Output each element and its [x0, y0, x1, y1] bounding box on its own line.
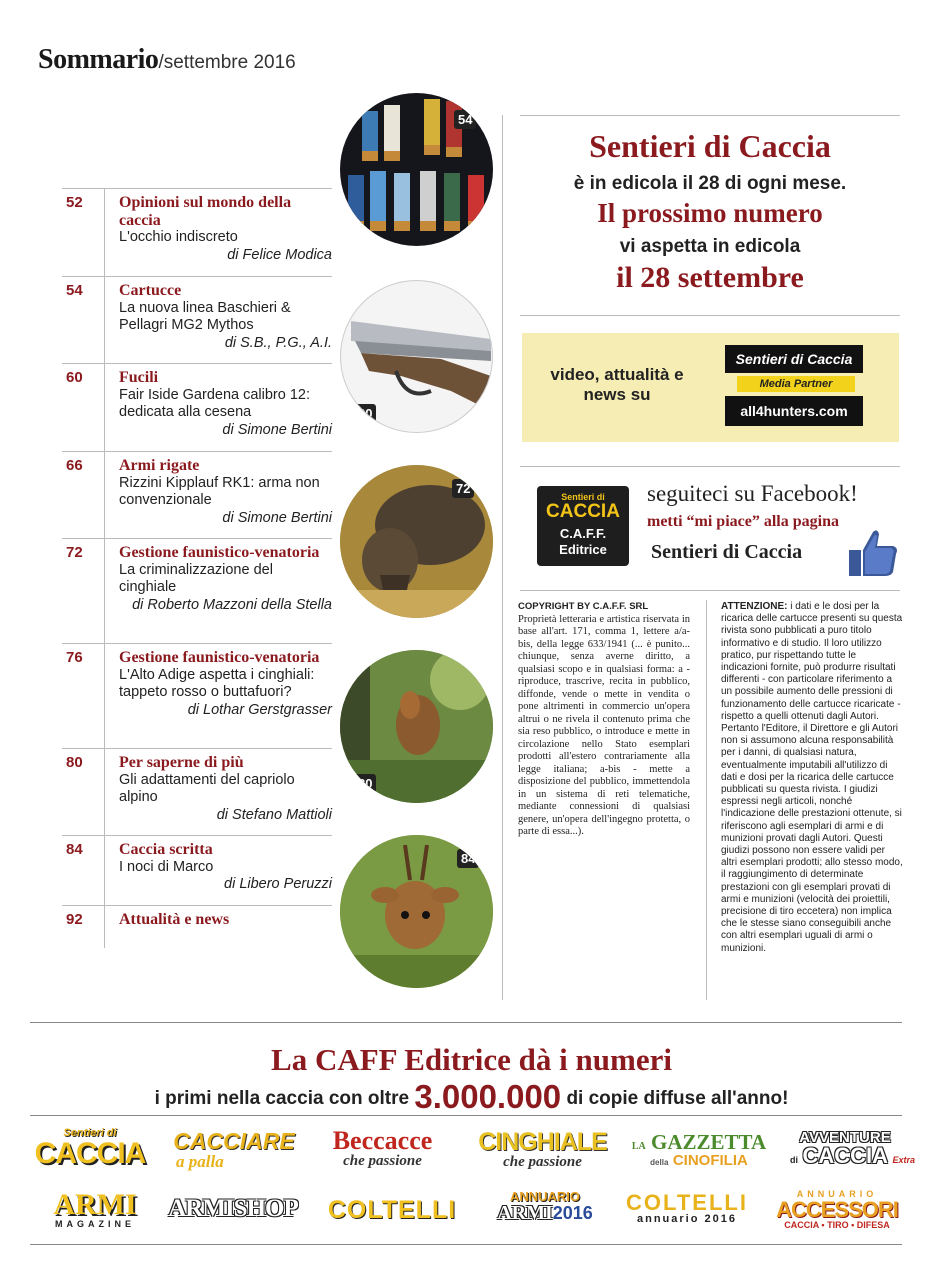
page-subtitle: settembre 2016 — [163, 52, 296, 73]
photo-page-badge: 54 — [454, 110, 476, 129]
toc-description: L'occhio indiscreto — [119, 229, 238, 245]
facebook-like-text: metti “mi piace” alla pagina — [647, 513, 839, 530]
logo-armishop[interactable] — [166, 1196, 300, 1221]
logo-text: Extra — [892, 1155, 915, 1165]
logo-gazzetta-cinofilia[interactable] — [626, 1132, 772, 1169]
logo-text: COLTELLI — [327, 1196, 457, 1224]
logo-avventure-di-caccia[interactable] — [790, 1129, 915, 1168]
caff-logo-caff: C.A.F.F. — [559, 526, 607, 541]
toc-author: di Felice Modica — [227, 246, 332, 263]
toc-title: Opinioni sul mondo della caccia — [119, 194, 292, 229]
photo-deer-grass — [340, 835, 493, 988]
logo-text: di — [790, 1155, 798, 1165]
page-header — [38, 44, 296, 76]
toc-author: di Roberto Mazzoni della Stella — [132, 596, 332, 613]
logo-text: che passione — [343, 1153, 422, 1169]
photo-page-badge: 72 — [452, 479, 474, 498]
column-divider — [502, 115, 503, 1000]
edicola-line2: è in edicola il 28 di ogni mese. — [573, 173, 847, 194]
bottom-divider — [30, 1115, 902, 1116]
logo-cacciare-a-palla[interactable] — [168, 1130, 300, 1170]
logo-text: ACCESSORI — [776, 1197, 898, 1222]
photo-cartridges — [340, 93, 493, 246]
logo-text: AVVENTURE — [799, 1129, 891, 1146]
logo-beccacce[interactable] — [315, 1128, 450, 1169]
toc-page-number: 60 — [66, 369, 83, 386]
logo-sentieri-di-caccia[interactable] — [30, 1128, 150, 1169]
caff-logo-main: CACCIA — [546, 501, 620, 522]
photo-page-badge: 84 — [457, 849, 479, 868]
logo-text: 2016 — [552, 1203, 593, 1223]
logo-text: CINOFILIA — [672, 1152, 748, 1169]
logo-text: ARMISHOP — [168, 1195, 298, 1222]
logo-coltelli[interactable] — [322, 1198, 462, 1223]
photo-shotgun — [340, 280, 493, 433]
logo-annuario-armi[interactable] — [490, 1190, 600, 1223]
bottom-subtitle — [0, 1078, 943, 1116]
toc-entry[interactable] — [62, 276, 332, 363]
logo-text: CACCIA — [784, 1220, 819, 1230]
media-partner-badge: Media Partner — [737, 376, 855, 392]
attention-notice — [721, 601, 903, 955]
photo-page-badge: 80 — [354, 774, 376, 793]
copyright-notice — [518, 601, 690, 839]
toc-description: La nuova linea Baschieri & Pellagri MG2 Mythos — [119, 299, 291, 333]
copyright-heading: COPYRIGHT BY C.A.F.F. SRL — [518, 601, 649, 612]
photo-page-badge: 60 — [354, 404, 376, 423]
edicola-line5: il 28 settembre — [616, 261, 804, 294]
logo-text: CACCIA — [34, 1137, 146, 1170]
bottom-divider — [30, 1244, 902, 1245]
photo-roe-deer — [340, 650, 493, 803]
toc-entry[interactable] — [62, 643, 332, 748]
toc-title: Caccia scritta — [119, 841, 213, 858]
logo-text: COLTELLI — [626, 1190, 748, 1215]
toc-author: di Lothar Gerstgrasser — [187, 701, 332, 718]
toc-page-number: 66 — [66, 457, 83, 474]
facebook-thumbs-up-icon[interactable] — [847, 528, 899, 578]
facebook-page-name[interactable]: Sentieri di Caccia — [651, 541, 803, 563]
bottom-pre: i primi nella caccia con oltre — [154, 1088, 410, 1109]
toc-author: di Simone Bertini — [222, 509, 332, 526]
divider — [520, 466, 900, 467]
edicola-line3: Il prossimo numero — [597, 198, 823, 228]
attention-body: i dati e le dosi per la ricarica delle cartucce presenti su questa rivista sono pubblicati a puro titolo informativo e di studio. Il loro utilizzo pratico, pur rispettando tutte le indicazioni fornite, può produrre risultati differenti - con particolare riferimento a un possibile aumento delle pressioni di funzionamento delle cartucce ricaricate - rispetto a quelli ottenuti dagli Autori. Pertanto l'Editore, il Direttore e gli Autori non si assumono alcuna responsabilità per i danni, di qualsiasi natura, eventualmente imputabili all'utilizzo di dati e dosi per la ricarica delle cartucce pubblicati su questa rivista. I giudizi espressi negli articoli, nonché l'indicazione delle prestazioni ottenute, si riferiscono agli esemplari di armi e di munizioni provati dagli Autori. Questi giudizi possono non essere validi per altri esemplari prodotti; allo stesso modo, il raggiungimento di determinate prestazioni con gli esemplari provati di armi e munizioni (velocità dei proiettili, precisione di tiro eccetera) non implica che le stesse siano conseguibili anche con altri esemplari uguali di armi o munizioni. — [721, 601, 903, 954]
divider — [520, 115, 900, 116]
title-separator: / — [158, 52, 164, 73]
toc-entry[interactable] — [62, 451, 332, 538]
toc-page-number: 52 — [66, 194, 83, 211]
toc-description: La criminalizzazione del cinghiale — [119, 561, 273, 595]
edicola-line4: vi aspetta in edicola — [619, 236, 801, 257]
logo-text: della — [650, 1158, 669, 1167]
toc-page-number: 72 — [66, 544, 83, 561]
legal-divider — [706, 600, 707, 1000]
caff-logo-top: Sentieri di — [561, 492, 605, 502]
toc-entry[interactable] — [62, 835, 332, 905]
toc-page-number: 84 — [66, 841, 83, 858]
table-of-contents — [62, 188, 332, 945]
logo-text: GAZZETTA — [651, 1130, 767, 1154]
logo-armi-magazine[interactable] — [40, 1190, 150, 1229]
toc-title: Gestione faunistico-venatoria — [119, 649, 320, 666]
toc-entry[interactable] — [62, 748, 332, 835]
toc-author: di Simone Bertini — [222, 421, 332, 438]
promo-text: video, attualità e news su — [550, 365, 684, 404]
toc-page-number: 80 — [66, 754, 83, 771]
toc-page-number: 92 — [66, 911, 83, 928]
toc-description: L'Alto Adige aspetta i cinghiali: tappeto rosso o buttafuori? — [119, 666, 315, 700]
toc-author: di Libero Peruzzi — [224, 876, 332, 892]
logo-text: ARMI — [53, 1188, 137, 1221]
toc-title: Fucili — [119, 369, 159, 386]
divider — [520, 590, 900, 591]
toc-page-number: 76 — [66, 649, 83, 666]
toc-page-number: 54 — [66, 282, 83, 299]
toc-entry[interactable] — [62, 538, 332, 643]
toc-title: Per saperne di più — [119, 754, 244, 771]
toc-description: Fair Iside Gardena calibro 12: dedicata alla cesena — [119, 386, 311, 420]
logo-cinghiale[interactable] — [470, 1130, 615, 1170]
toc-description: Gli adattamenti del capriolo alpino — [119, 771, 295, 805]
logo-text: Sentieri di — [63, 1127, 117, 1139]
promo-logo-all4hunters: all4hunters.com — [725, 396, 863, 426]
logo-text: MAGAZINE — [55, 1219, 135, 1229]
media-partner-box[interactable] — [522, 333, 899, 442]
toc-author: di S.B., P.G., A.I. — [224, 334, 332, 351]
toc-title: Armi rigate — [119, 457, 200, 474]
logo-text: che passione — [503, 1154, 582, 1170]
logo-accessori[interactable]: ANNUARIO ACCESSORI CACCIA • TIRO • DIFESA — [772, 1190, 902, 1230]
toc-entry[interactable] — [62, 363, 332, 451]
toc-description: I noci di Marco — [119, 858, 214, 875]
bottom-post: di copie diffuse all'anno! — [566, 1088, 789, 1109]
divider — [520, 315, 900, 316]
logo-text: a palla — [176, 1152, 224, 1171]
logo-coltelli-annuario[interactable] — [622, 1192, 752, 1225]
toc-author: di Stefano Mattioli — [216, 806, 332, 823]
toc-title: Cartucce — [119, 282, 182, 299]
promo-logo-sdc: Sentieri di Caccia — [725, 345, 863, 373]
logo-text: CACCIA — [802, 1143, 889, 1168]
logo-text: DIFESA — [856, 1220, 890, 1230]
logo-text: ANNUARIO — [509, 1189, 581, 1204]
toc-description: Rizzini Kipplauf RK1: arma non convenzionale — [119, 474, 320, 508]
logo-text: ANNUARIO — [796, 1189, 878, 1199]
logo-text: annuario 2016 — [637, 1213, 737, 1225]
edicola-title: Sentieri di Caccia — [589, 128, 831, 164]
caff-logo — [537, 486, 629, 566]
page-title: Sommario — [38, 44, 159, 75]
photo-boar — [340, 465, 493, 618]
toc-entry[interactable] — [62, 905, 332, 945]
attention-heading: ATTENZIONE: — [721, 601, 788, 612]
logo-text: LA — [631, 1141, 646, 1152]
copyright-body: Proprietà letteraria e artistica riservata in base all'art. 171, comma 1, lettere a/a-bis, della legge 633/1941 (... è punito... chiunque, senza averne diritto, a qualsiasi scopo e in qualsiasi forma: a - riproduce, trascrive, recita in pubblico, diffonde, vende o mette in vendita o pone altrimenti in commercio un'opera altrui o ne rivela il contenuto prima che sia reso pubblico, o introduce e mette in circolazione nello Stato esemplari prodotti all'estero contrariamente alla legge italiana; a-bis - mette a disposizione del pubblico, immettendola in un sistema di reti telematiche, mediante connessioni di qualsiasi genere, un'opera dell'ingegno protetta, o parte di essa...). — [518, 613, 690, 837]
logo-text: TIRO — [827, 1220, 849, 1230]
logo-text: CACCIARE — [173, 1128, 295, 1154]
logo-text: CINGHIALE — [478, 1128, 607, 1156]
copies-number: 3.000.000 — [414, 1078, 562, 1115]
facebook-heading: seguiteci su Facebook! — [647, 481, 858, 506]
toc-title: Attualità e news — [119, 911, 230, 928]
bottom-divider — [30, 1022, 902, 1023]
logo-text: Beccacce — [332, 1126, 433, 1155]
toc-title: Gestione faunistico-venatoria — [119, 544, 320, 561]
logo-text: ARMI — [497, 1202, 553, 1224]
toc-entry[interactable] — [62, 188, 332, 276]
bottom-title: La CAFF Editrice dà i numeri — [271, 1042, 672, 1077]
caff-logo-editrice: Editrice — [559, 542, 607, 557]
